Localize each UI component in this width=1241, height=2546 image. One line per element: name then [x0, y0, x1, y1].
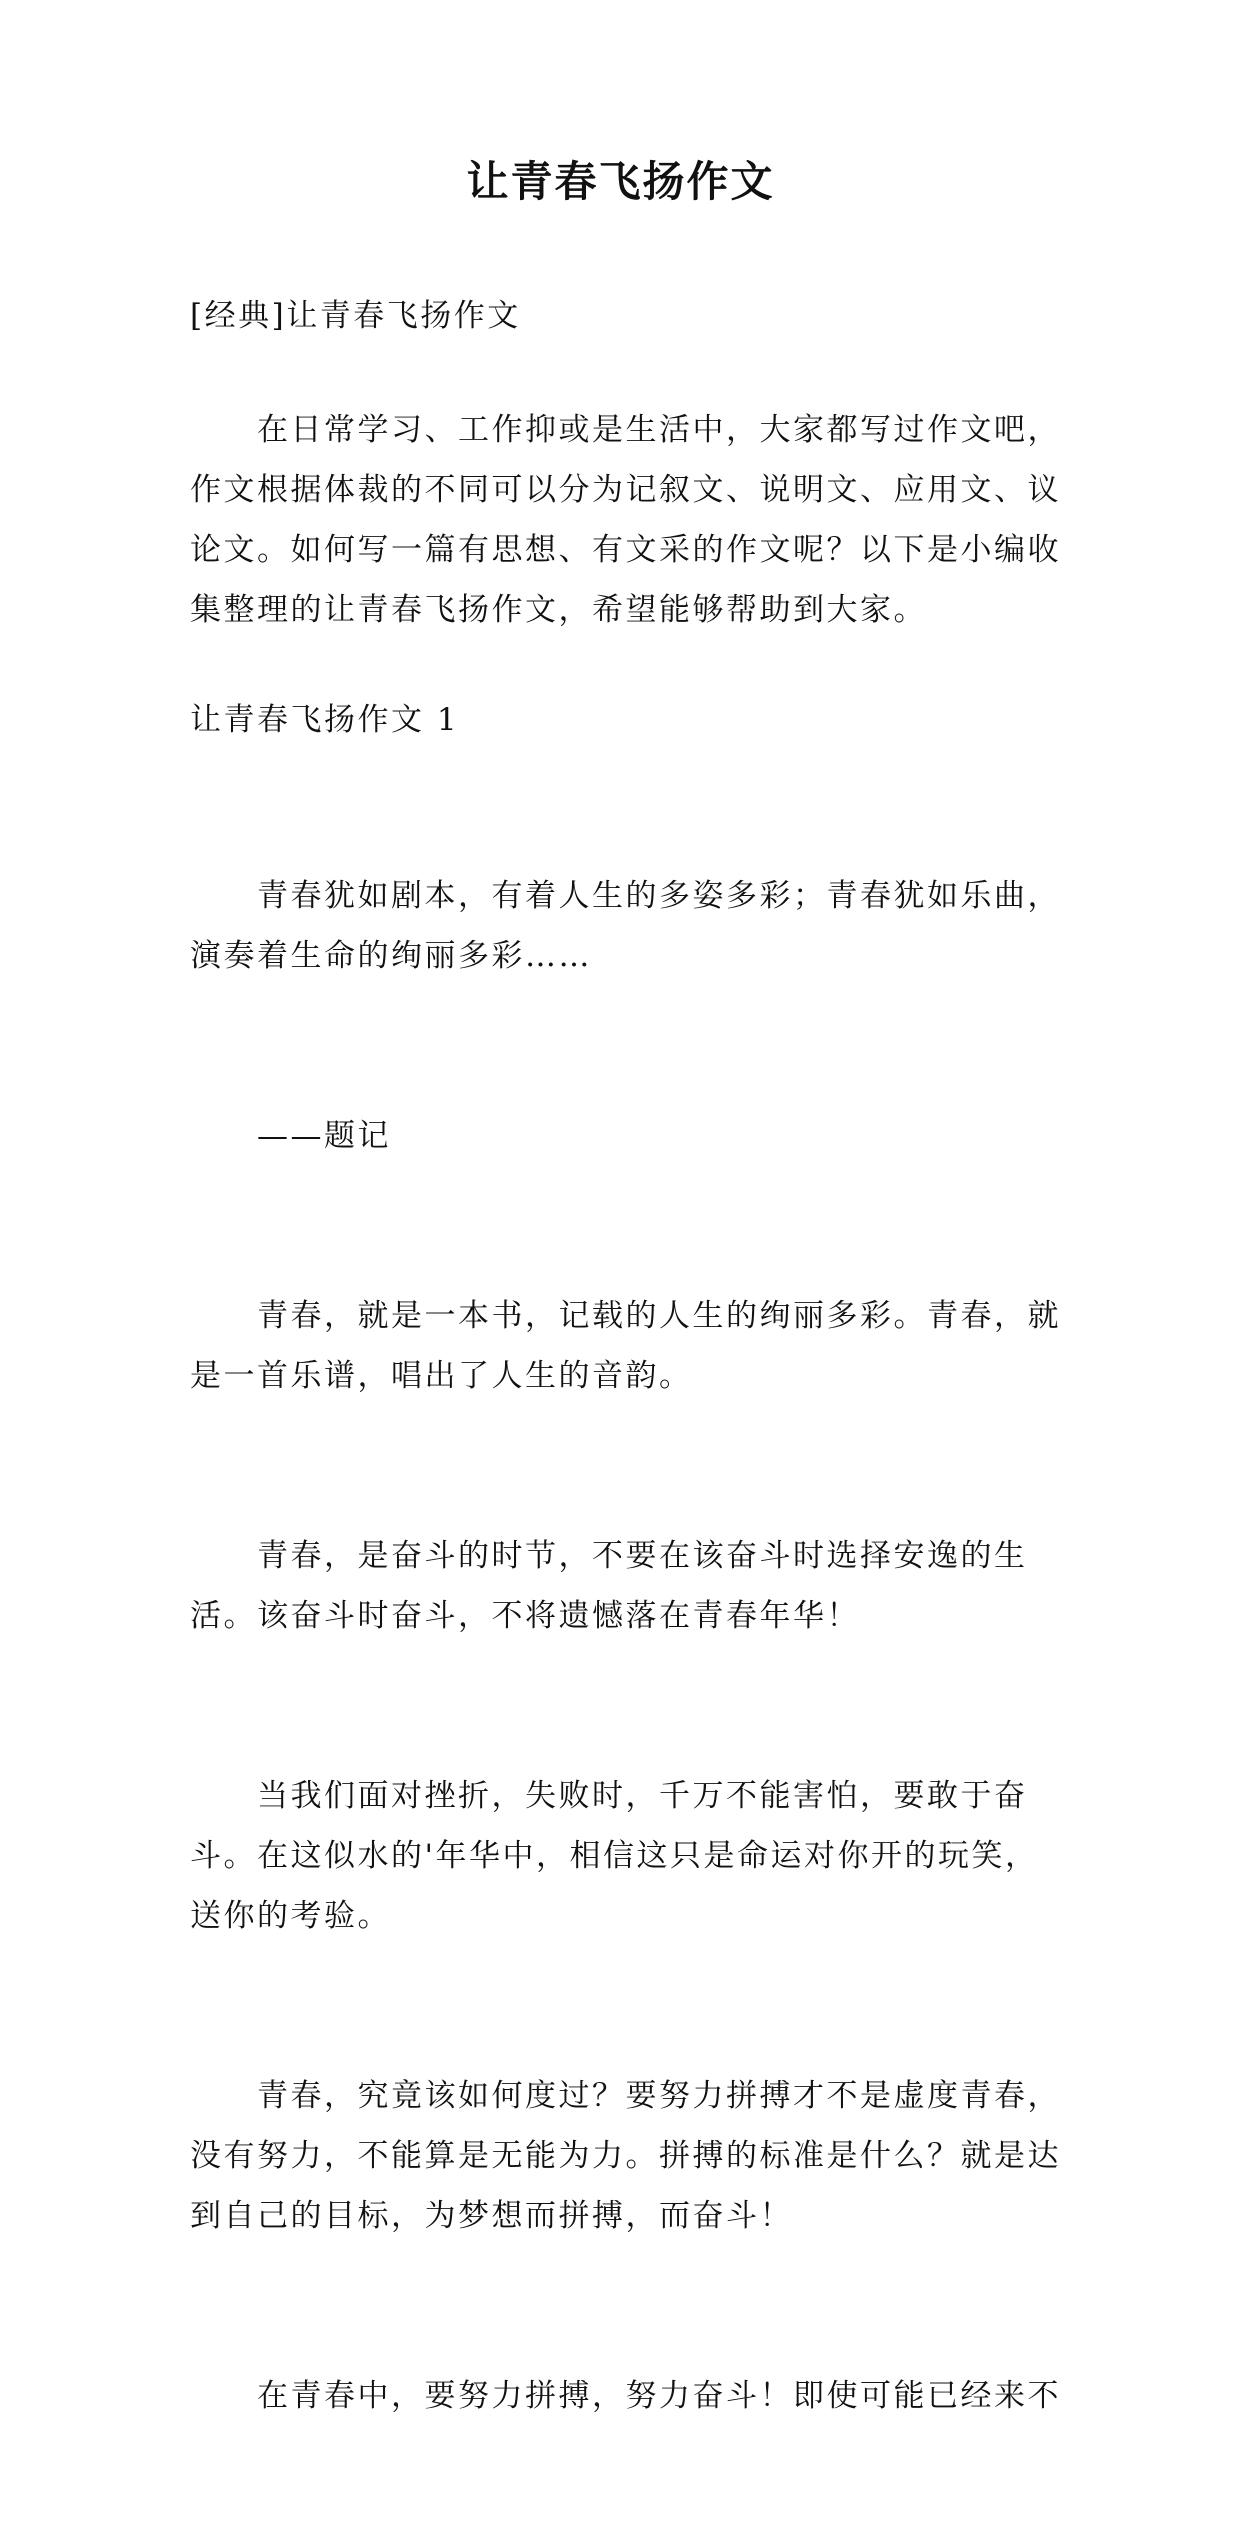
- article-paragraph: 青春，就是一本书，记载的人生的绚丽多彩。青春，就是一首乐谱，唱出了人生的音韵。: [190, 1298, 1061, 1394]
- article-paragraph: 当我们面对挫折，失败时，千万不能害怕，要敢于奋斗。在这似水的'年华中，相信这只是命运对你开的玩笑，送你的考验。: [190, 1778, 1039, 1934]
- article-paragraph: 青春犹如剧本，有着人生的多姿多彩；青春犹如乐曲，演奏着生命的绚丽多彩……: [190, 878, 1061, 974]
- article-paragraph: 在青春中，要努力拼搏，努力奋斗！即使可能已经来不: [190, 2378, 1061, 2414]
- document-subtitle: [经典]让青春飞扬作文: [190, 298, 521, 334]
- article-paragraph: 青春，究竟该如何度过？要努力拼搏才不是虚度青春，没有努力，不能算是无能为力。拼搏的标准是什么？就是达到自己的目标，为梦想而拼搏，而奋斗！: [190, 2078, 1061, 2234]
- document-title: 让青春飞扬作文: [466, 157, 775, 206]
- article-heading: 让青春飞扬作文 1: [190, 702, 460, 738]
- article-paragraph: 青春，是奋斗的时节，不要在该奋斗时选择安逸的生活。该奋斗时奋斗，不将遗憾落在青春年华！: [190, 1538, 1028, 1634]
- article-paragraph: ——题记: [190, 1118, 391, 1154]
- article-body: [190, 746, 1070, 2546]
- intro-paragraph: 在日常学习、工作抑或是生活中，大家都写过作文吧，作文根据体裁的不同可以分为记叙文、说明文、应用文、议论文。如何写一篇有思想、有文采的作文呢？以下是小编收集整理的让青春飞扬作文，希望能够帮助到大家。: [190, 412, 1061, 628]
